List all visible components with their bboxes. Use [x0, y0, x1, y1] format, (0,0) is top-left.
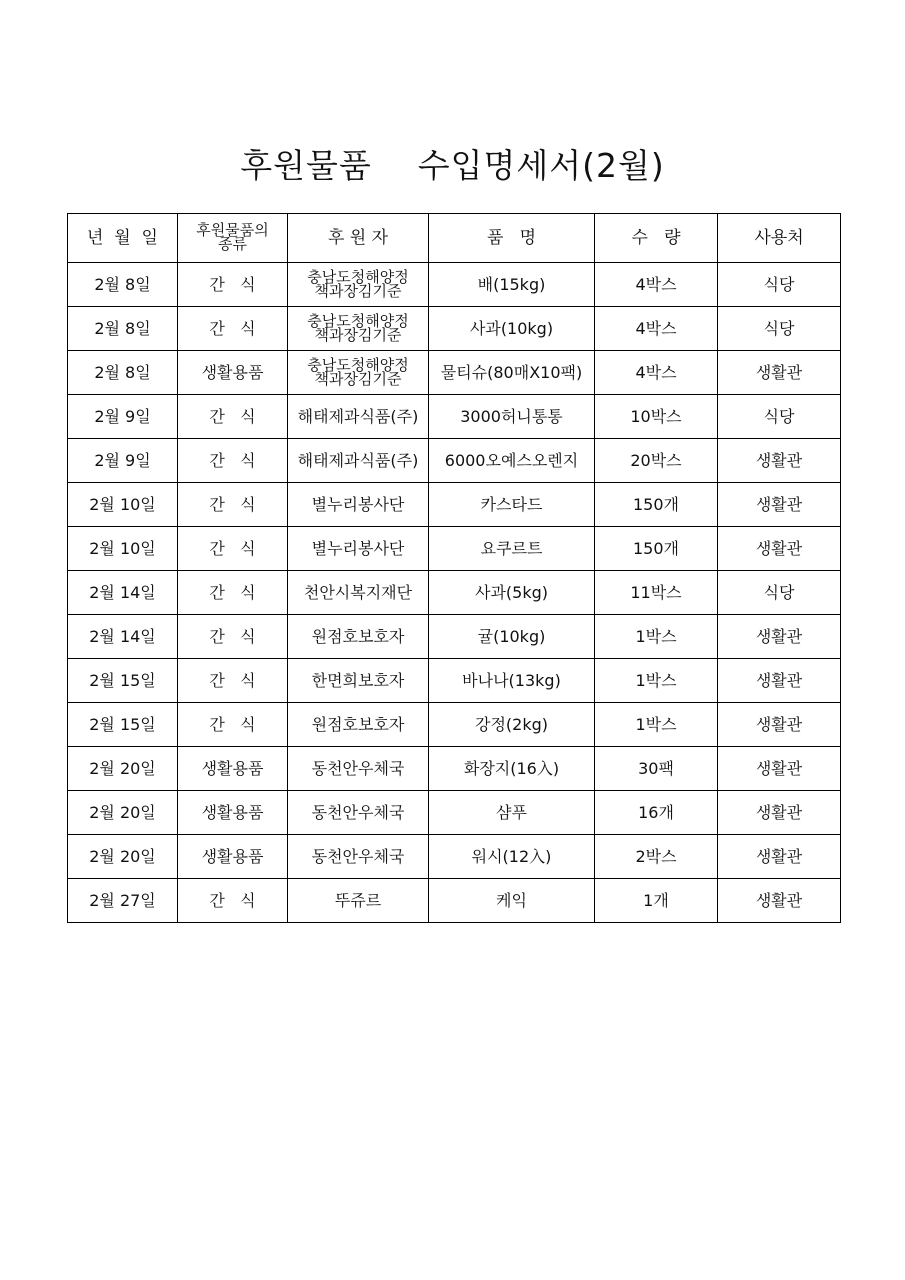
- table-row: [68, 263, 841, 307]
- table-row: [68, 351, 841, 395]
- cell-quantity: 20박스: [595, 439, 718, 483]
- cell-donor: 뚜쥬르: [288, 879, 429, 923]
- cell-type: 간 식: [178, 879, 288, 923]
- cell-item: 케익: [429, 879, 595, 923]
- cell-donor-line: 충남도청해양정: [307, 312, 409, 330]
- header-donor: 후 원 자: [288, 214, 429, 263]
- cell-date: 2월 14일: [68, 571, 178, 615]
- cell-type: 간 식: [178, 439, 288, 483]
- cell-quantity: 11박스: [595, 571, 718, 615]
- cell-quantity: 2박스: [595, 835, 718, 879]
- table-row: [68, 791, 841, 835]
- cell-type: 생활용품: [178, 351, 288, 395]
- cell-quantity: 10박스: [595, 395, 718, 439]
- cell-quantity: 4박스: [595, 263, 718, 307]
- header-date: 년 월 일: [68, 214, 178, 263]
- cell-item: 3000허니통통: [429, 395, 595, 439]
- header-type-line-2: 종류: [218, 235, 247, 253]
- cell-donor-line: 책과장김기준: [314, 370, 402, 388]
- cell-quantity: 1박스: [595, 615, 718, 659]
- cell-donor: 해태제과식품(주): [288, 395, 429, 439]
- cell-item: 카스타드: [429, 483, 595, 527]
- cell-type: 간 식: [178, 659, 288, 703]
- cell-quantity: 30팩: [595, 747, 718, 791]
- cell-item: 샴푸: [429, 791, 595, 835]
- cell-usage: 식당: [718, 263, 841, 307]
- cell-donor: 동천안우체국: [288, 835, 429, 879]
- cell-usage: 생활관: [718, 791, 841, 835]
- header-item: 품 명: [429, 214, 595, 263]
- cell-type: 간 식: [178, 527, 288, 571]
- cell-usage: 식당: [718, 307, 841, 351]
- cell-item: 화장지(16入): [429, 747, 595, 791]
- cell-usage: 생활관: [718, 439, 841, 483]
- cell-item: 배(15kg): [429, 263, 595, 307]
- cell-type: 생활용품: [178, 791, 288, 835]
- cell-donor: 별누리봉사단: [288, 483, 429, 527]
- cell-usage: 식당: [718, 571, 841, 615]
- cell-date: 2월 9일: [68, 439, 178, 483]
- header-type: [178, 214, 288, 263]
- cell-date: 2월 10일: [68, 527, 178, 571]
- cell-type: 간 식: [178, 703, 288, 747]
- cell-donor: [288, 263, 429, 307]
- table-header-row: [68, 214, 841, 263]
- table-row: [68, 527, 841, 571]
- cell-type: 간 식: [178, 307, 288, 351]
- table-row: [68, 879, 841, 923]
- cell-date: 2월 8일: [68, 263, 178, 307]
- cell-date: 2월 20일: [68, 835, 178, 879]
- cell-item: 바나나(13kg): [429, 659, 595, 703]
- header-quantity: 수 량: [595, 214, 718, 263]
- cell-usage: 생활관: [718, 351, 841, 395]
- cell-date: 2월 8일: [68, 351, 178, 395]
- cell-usage: 생활관: [718, 527, 841, 571]
- cell-type: 간 식: [178, 395, 288, 439]
- table-row: [68, 307, 841, 351]
- cell-type: 생활용품: [178, 835, 288, 879]
- cell-donor: 동천안우체국: [288, 747, 429, 791]
- cell-item: 워시(12入): [429, 835, 595, 879]
- cell-item: 사과(10kg): [429, 307, 595, 351]
- cell-quantity: 150개: [595, 527, 718, 571]
- cell-item: 요쿠르트: [429, 527, 595, 571]
- cell-item: 강정(2kg): [429, 703, 595, 747]
- cell-item: 사과(5kg): [429, 571, 595, 615]
- cell-type: 간 식: [178, 483, 288, 527]
- cell-item: 귤(10kg): [429, 615, 595, 659]
- cell-date: 2월 20일: [68, 791, 178, 835]
- cell-donor: 한면희보호자: [288, 659, 429, 703]
- cell-donor-line: 충남도청해양정: [307, 356, 409, 374]
- cell-date: 2월 20일: [68, 747, 178, 791]
- cell-date: 2월 15일: [68, 703, 178, 747]
- table-row: [68, 571, 841, 615]
- cell-donor: 원점호보호자: [288, 615, 429, 659]
- cell-quantity: 16개: [595, 791, 718, 835]
- table-row: [68, 395, 841, 439]
- cell-type: 생활용품: [178, 747, 288, 791]
- cell-usage: 생활관: [718, 879, 841, 923]
- cell-quantity: 1박스: [595, 659, 718, 703]
- cell-usage: 생활관: [718, 615, 841, 659]
- cell-donor-line: 충남도청해양정: [307, 268, 409, 286]
- cell-quantity: 4박스: [595, 351, 718, 395]
- cell-quantity: 150개: [595, 483, 718, 527]
- cell-donor: 동천안우체국: [288, 791, 429, 835]
- cell-usage: 생활관: [718, 747, 841, 791]
- table-row: [68, 483, 841, 527]
- cell-type: 간 식: [178, 615, 288, 659]
- table-row: [68, 703, 841, 747]
- cell-usage: 식당: [718, 395, 841, 439]
- cell-donor-line: 책과장김기준: [314, 326, 402, 344]
- cell-usage: 생활관: [718, 483, 841, 527]
- cell-item: 6000오예스오렌지: [429, 439, 595, 483]
- table-row: [68, 439, 841, 483]
- cell-date: 2월 8일: [68, 307, 178, 351]
- header-usage: 사용처: [718, 214, 841, 263]
- cell-quantity: 4박스: [595, 307, 718, 351]
- cell-donor: [288, 351, 429, 395]
- cell-donor: 천안시복지재단: [288, 571, 429, 615]
- cell-date: 2월 27일: [68, 879, 178, 923]
- cell-type: 간 식: [178, 263, 288, 307]
- cell-quantity: 1박스: [595, 703, 718, 747]
- cell-donor: 해태제과식품(주): [288, 439, 429, 483]
- cell-quantity: 1개: [595, 879, 718, 923]
- cell-item: 물티슈(80매X10팩): [429, 351, 595, 395]
- table-row: [68, 747, 841, 791]
- page-title: 후원물품 수입명세서(2월): [240, 146, 665, 185]
- table-row: [68, 659, 841, 703]
- cell-usage: 생활관: [718, 659, 841, 703]
- cell-usage: 생활관: [718, 703, 841, 747]
- table-row: [68, 615, 841, 659]
- cell-donor: [288, 307, 429, 351]
- cell-date: 2월 14일: [68, 615, 178, 659]
- donation-table: [67, 213, 841, 923]
- table-row: [68, 835, 841, 879]
- cell-type: 간 식: [178, 571, 288, 615]
- header-type-line-1: 후원물품의: [196, 221, 269, 239]
- cell-date: 2월 15일: [68, 659, 178, 703]
- cell-donor: 별누리봉사단: [288, 527, 429, 571]
- cell-date: 2월 10일: [68, 483, 178, 527]
- cell-usage: 생활관: [718, 835, 841, 879]
- cell-donor: 원점호보호자: [288, 703, 429, 747]
- cell-donor-line: 책과장김기준: [314, 282, 402, 300]
- cell-date: 2월 9일: [68, 395, 178, 439]
